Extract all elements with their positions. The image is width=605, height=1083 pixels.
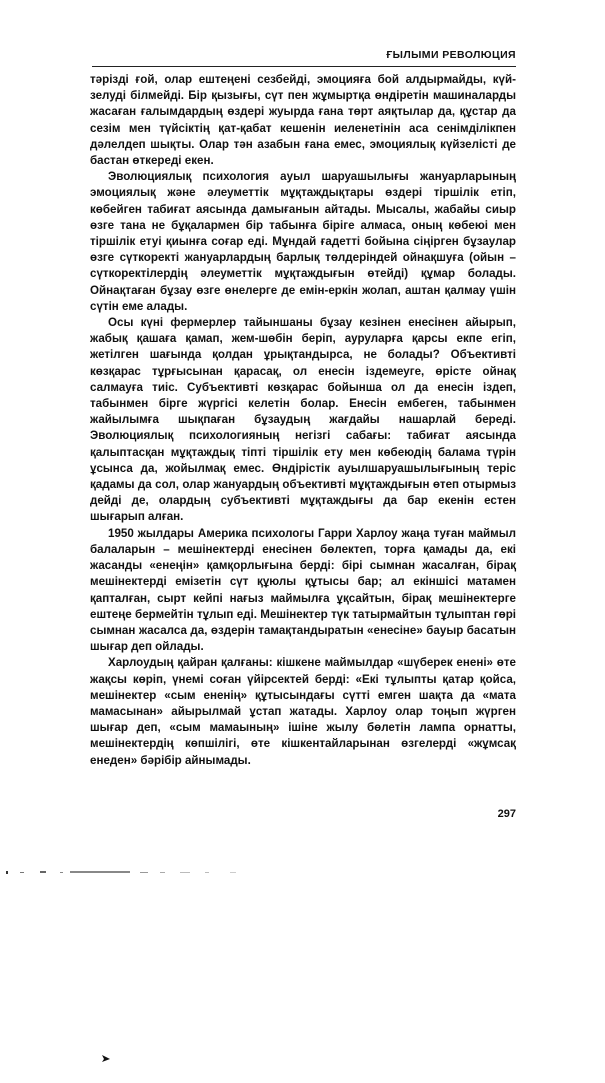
paragraph: 1950 жылдары Америка психологы Гарри Харлоу жаңа туған маймыл балаларын – мешінектерді енесінен бөлектеп, торға қамады да, екі жасанды «енеңін» қамқорлығына берді: бірі сымнан жасалған, бірақ мешінектерді емізетін сүт құюлы құтысы бар; ал екіншісі матамен қапталған, сырт кейпі нағыз маймылға ұқсайтын, бірақ мешінектерге ештеңе бермейтін тұлып еді. Мешінектер түк татырмайтын тұлыптан гөрі сымнан жасалса да, өздерін тамақтандыратын «енесіне» бауыр басатын шығар деп ойлады. <box>90 526 516 654</box>
running-head: ҒЫЛЫМИ РЕВОЛЮЦИЯ <box>386 49 516 61</box>
header-rule <box>92 66 516 67</box>
body-text <box>90 72 516 769</box>
scan-arrow-mark <box>88 1053 112 1063</box>
paragraph: Харлоудың қайран қалғаны: кішкене маймылдар «шүберек енені» өте жақсы көріп, үнемі соған үйірсектей берді: «Екі тұлыпты қатар қойса, мешінектер «сым ененің» құтысындағы сүтті емген шақта да «мата мамасынан» айырылмай ұстап жатады. Харлоу олар тоңып жүрген шығар деп, «сым мамаының» ішіне жылу бөлетін лампа орнатты, мешінектердің көпшілігі, өте кішкентайларынан өзгелерді «жұмсақ енеден» бәрібір айнымады. <box>90 656 516 767</box>
paragraph: Эволюциялық психология ауыл шаруашылығы жануарларының эмоциялық және әлеуметтік мұқтаждықтары өздері тіршілік етіп, көбейген табиғат аясында дамығанын айтады. Мысалы, жабайы сиыр өзге тана не бұқалармен бір табынға біріге алмаса, оның көбеюі мен тіршілік етуі қиынға соғар еді. Мұндай ғадетті бойына сіңірген бұзаулар өзге сүткоректі жануарлардың барлық төлдеріндей ойнақшуға (ойын – сүткоректілердің әлеуметтік мұқтаждығын өтейді) құмар болады. Ойнақтаған бұзау өзге өнелерге де емін-еркін жолап, аштан қалмау үшін сүтін еме алады. <box>90 170 516 313</box>
scan-artifact-line <box>0 868 320 876</box>
paragraph: тәрізді ғой, олар ештеңені сезбейді, эмоцияға бой алдырмайды, күй-зелуді білмейді. Бір қызығы, сүт пен жұмыртқа өндіретін машиналарды жасаған ғалымдардың өздері жуырда ғана төрт аяқтылар да, құстар да сезім мен түйсіктің қат-қабат кешенін иеленетінін аса сенімділікпен дәлелдеп шықты. Олар тән азабын ғана емес, эмоциялық күйзелісті де бастан өткереді екен. <box>90 73 516 168</box>
paragraph: Осы күні фермерлер тайыншаны бұзау кезінен енесінен айырып, жабық қашаға қамап, жем-шөбін беріп, ауруларға қарсы екпе егіп, жетілген шағында қолдан ұрықтандырса, не болады? Объективті көзқарас тұрғысынан қарасақ, ол енесін іздемеуге, өрісте ойнақ салмауға тиіс. Субъективті көзқарас бойынша ол да енесін іздеп, табынмен бірге жүргісі келетін болар. Енесін ембеген, табынмен жайылымға шықпаған бұзаудың жағдайы нашарлай береді. Эволюциялық психологияның негізгі сабағы: табиғат аясында қалыптасқан мұқтаждық тіпті тіршілік ету мен көбеюдің балама түрін ұсынса да, жойылмақ емес. Өндірістік ауылшаруашылығының теріс қадамы да сол, олар жануардың объективті мұқтаждығын өтеп отырмыз дейді де, олардың субъективті мұқтаждығы да бар екенін естен шығарып алған. <box>90 316 516 524</box>
page-number: 297 <box>497 808 516 820</box>
